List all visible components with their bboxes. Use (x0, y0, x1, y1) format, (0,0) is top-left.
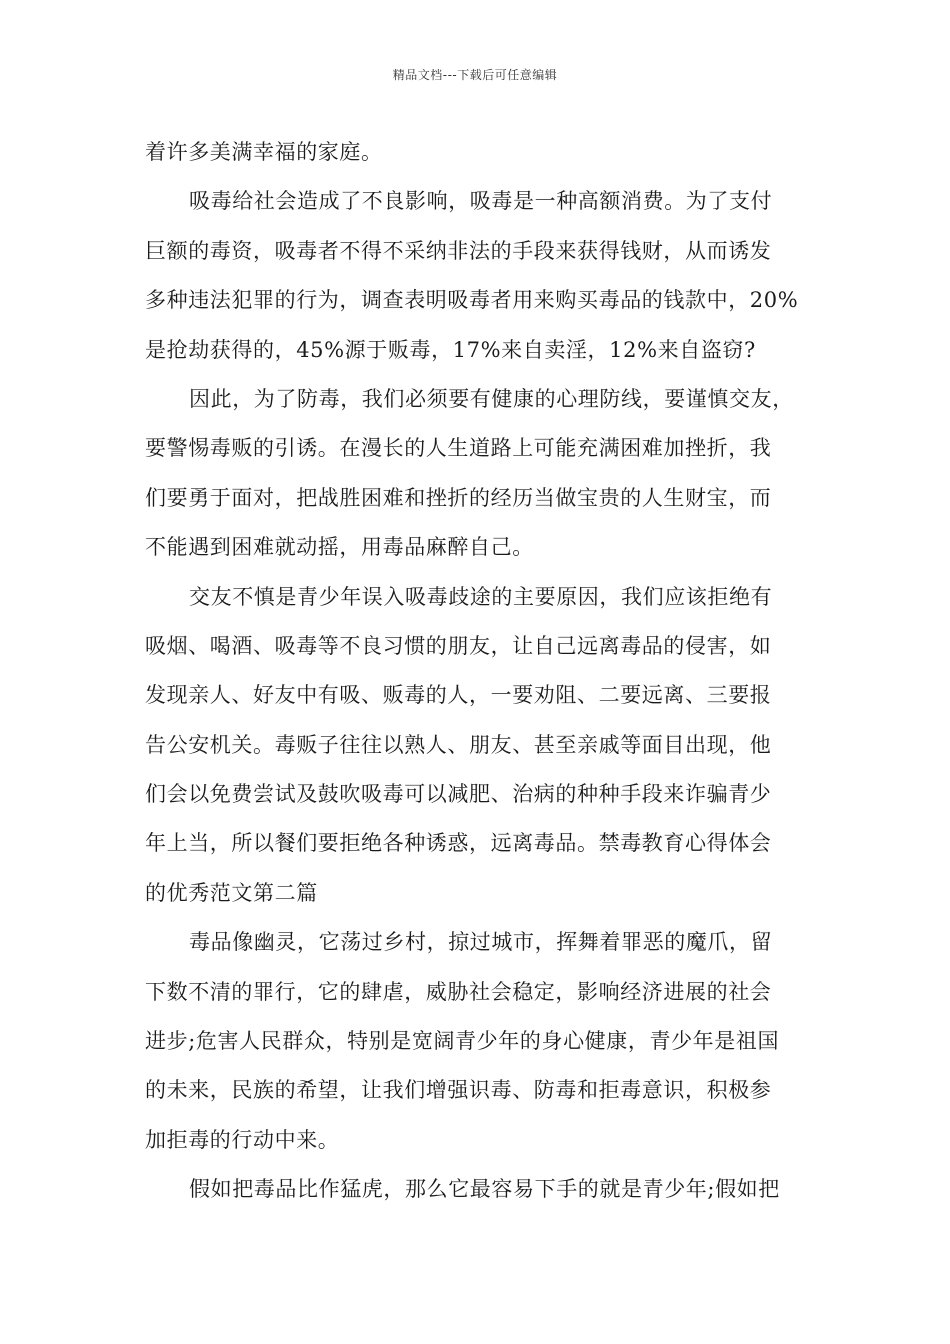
paragraph-start-line: 交友不慎是青少年误入吸毒歧途的主要原因，我们应该拒绝有 (189, 584, 773, 609)
text-line: 年上当，所以餐们要拒绝各种诱惑，远离毒品。禁毒教育心得体会 (145, 831, 772, 856)
text-line: 的未来，民族的希望，让我们增强识毒、防毒和拒毒意识，积极参 (145, 1078, 772, 1103)
body-text (145, 128, 820, 1215)
text-line: 告公安机关。毒贩子往往以熟人、朋友、甚至亲戚等面目出现，他 (145, 732, 772, 757)
text-line: 们要勇于面对，把战胜困难和挫折的经历当做宝贵的人生财宝，而 (145, 485, 772, 510)
paragraph-start-line: 因此，为了防毒，我们必须要有健康的心理防线，要谨慎交友， (189, 386, 794, 411)
text-line: 巨额的毒资，吸毒者不得不采纳非法的手段来获得钱财，从而诱发 (145, 238, 772, 263)
text-line: 不能遇到困难就动摇，用毒品麻醉自己。 (145, 535, 534, 560)
paragraph-start-line: 吸毒给社会造成了不良影响，吸毒是一种高额消费。为了支付 (189, 189, 773, 214)
text-line: 发现亲人、好友中有吸、贩毒的人，一要劝阻、二要远离、三要报 (145, 683, 772, 708)
text-line: 吸烟、喝酒、吸毒等不良习惯的朋友，让自己远离毒品的侵害，如 (145, 633, 772, 658)
text-line: 进步;危害人民群众，特别是宽阔青少年的身心健康，青少年是祖国 (145, 1029, 780, 1054)
text-line: 多种违法犯罪的行为，调查表明吸毒者用来购买毒品的钱款中，20% (145, 288, 799, 313)
text-line: 着许多美满幸福的家庭。 (145, 140, 383, 164)
text-line: 是抢劫获得的，45%源于贩毒，17%来自卖淫，12%来自盗窃? (145, 337, 756, 362)
paragraph-start-line: 毒品像幽灵，它荡过乡村，掠过城市，挥舞着罪恶的魔爪，留 (189, 930, 773, 955)
page-header: 精品文档---下载后可任意编辑 (392, 68, 558, 82)
text-line: 们会以免费尝试及鼓吹吸毒可以减肥、治病的种种手段来诈骗青少 (145, 782, 772, 807)
text-line: 加拒毒的行动中来。 (145, 1127, 340, 1152)
text-line: 的优秀范文第二篇 (145, 880, 318, 905)
text-line: 要警惕毒贩的引诱。在漫长的人生道路上可能充满困难加挫折，我 (145, 436, 772, 461)
text-line: 下数不清的罪行，它的肆虐，威胁社会稳定，影响经济进展的社会 (145, 979, 772, 1004)
paragraph-start-line: 假如把毒品比作猛虎，那么它最容易下手的就是青少年;假如把 (189, 1177, 780, 1202)
